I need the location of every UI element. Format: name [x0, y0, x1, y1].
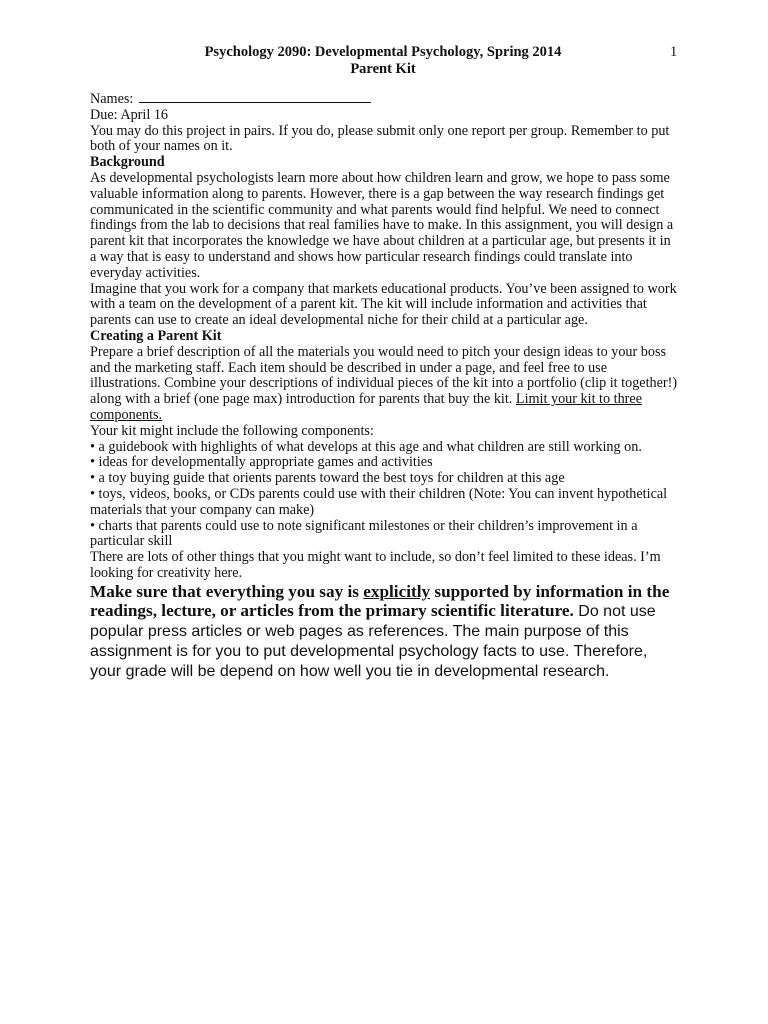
document-body: [90, 91, 680, 681]
page-number: 1: [670, 44, 678, 60]
limit-note: Limit your kit to three components.: [90, 391, 642, 423]
components-list: [90, 440, 680, 551]
creating-heading: Creating a Parent Kit: [90, 327, 222, 344]
background-heading: Background: [90, 154, 165, 171]
names-row: [90, 91, 680, 108]
creating-paragraph: [90, 345, 680, 424]
creating-text: Prepare a brief description of all the materials you would need to pitch your design ideas to your boss and the marketing staff. Each item should be described in under a page, and feel free to use illustrations. Combine your descriptions of individual pieces of the kit into a portfolio (clip it together!) along with a brief (one page max) introduction for parents that buy the kit.: [90, 343, 678, 408]
other-things-paragraph: There are lots of other things that you might want to include, so don’t feel limited to these ideas. I’m looking for creativity here.: [90, 549, 661, 581]
list-item: • charts that parents could use to note significant milestones or their children’s improvement in a particular skill: [90, 517, 638, 550]
emphasis-plain: Do not use popular press articles or web pages as references. The main purpose of this assignment is for you to put developmental psychology facts to use. Therefore, your grade will be depend on how well you tie in developmental research.: [90, 602, 656, 680]
emphasis-bold-1: Make sure that everything you say is: [90, 581, 364, 601]
pairs-note: You may do this project in pairs. If you do, please submit only one report per group. Remember to put both of your names on it.: [90, 122, 670, 155]
list-item: • a toy buying guide that orients parents toward the best toys for children at this age: [90, 470, 565, 487]
names-label: Names:: [90, 91, 134, 107]
components-intro: Your kit might include the following components:: [90, 422, 374, 439]
emphasis-paragraph: [90, 582, 680, 681]
names-blank-line: [139, 91, 371, 103]
emphasis-bold-2: supported by information in the readings, lecture, or articles from the primary scientific literature.: [90, 581, 670, 620]
background-paragraph: As developmental psychologists learn more about how children learn and grow, we hope to pass some valuable information along to parents. However, there is a gap between the way research findings get communicated in the scientific community and what parents would find helpful. We need to connect findings from the lab to decisions that real families have to make. In this assignment, you will design a parent kit that incorporates the knowledge we have about children at a particular age, but presents it in a way that is easy to understand and shows how particular research findings could translate into everyday activities.: [90, 169, 674, 281]
due-date: Due: April 16: [90, 106, 169, 123]
list-item: • a guidebook with highlights of what develops at this age and what children are still working on.: [90, 438, 642, 455]
list-item: • ideas for developmentally appropriate games and activities: [90, 454, 433, 471]
list-item: • toys, videos, books, or CDs parents could use with their children (Note: You can invent hypothetical materials that your company can make): [90, 485, 668, 518]
emphasis-explicitly: explicitly: [363, 581, 431, 601]
imagine-paragraph: Imagine that you work for a company that markets educational products. You’ve been assigned to work with a team on the development of a parent kit. The kit will include information and activities that parents can use to create an ideal developmental niche for their child at a particular age.: [90, 280, 677, 329]
document-header: [90, 44, 676, 78]
assignment-title: Parent Kit: [350, 61, 416, 77]
course-title: Psychology 2090: Developmental Psychology, Spring 2014: [204, 44, 562, 60]
